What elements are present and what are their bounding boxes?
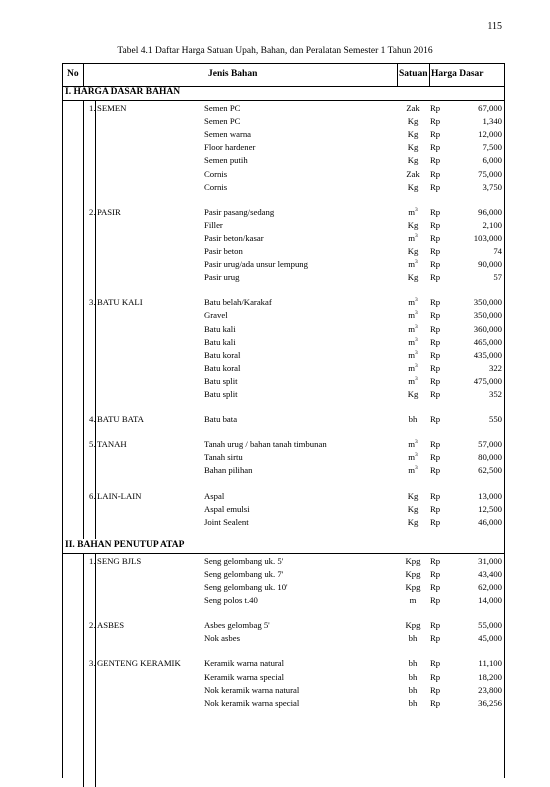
group-name: BATU KALI: [97, 297, 143, 308]
item-price: 435,000: [473, 349, 502, 360]
item-name: Seng gelombang uk. 10': [204, 582, 288, 592]
item-name: Cornis: [204, 181, 228, 192]
item-price: 75,000: [478, 168, 502, 179]
item-currency: Rp: [430, 142, 441, 153]
item-name: Batu split: [204, 389, 238, 399]
item-unit: bh: [408, 414, 418, 425]
header-divider: [83, 64, 84, 86]
column-rule: [83, 100, 84, 539]
item-price: 12,500: [478, 503, 502, 514]
item-price: 23,800: [478, 684, 502, 695]
item-price: 11,100: [478, 658, 502, 669]
item-unit: $m^3$: [408, 206, 418, 217]
table-title: Tabel 4.1 Daftar Harga Satuan Upah, Bahan, dan Peralatan Semester 1 Tahun 2016: [117, 46, 433, 56]
item-currency: Rp: [430, 310, 441, 321]
item-currency: Rp: [430, 219, 441, 230]
group-name: SENG BJLS: [97, 555, 142, 566]
item-currency: Rp: [430, 103, 441, 113]
item-price: 7,500: [482, 142, 502, 153]
item-name: Nok keramik warna natural: [204, 684, 300, 695]
item-currency: Rp: [430, 490, 441, 501]
section-title: I. HARGA DASAR BAHAN: [65, 87, 181, 97]
group-number: 2.: [89, 620, 96, 631]
item-unit: bh: [408, 671, 418, 682]
item-unit: $m^3$: [408, 362, 418, 373]
item-currency: Rp: [430, 375, 441, 386]
item-currency: Rp: [430, 516, 441, 527]
item-name: Batu belah/Karakaf: [204, 297, 272, 308]
item-name: Pasir pasang/sedang: [204, 206, 275, 217]
item-unit: Zak: [406, 103, 420, 113]
page-number: 115: [487, 21, 502, 32]
item-name: Semen putih: [204, 155, 248, 166]
item-currency: Rp: [430, 658, 441, 669]
item-name: Keramik warna natural: [204, 658, 285, 669]
item-price: 360,000: [473, 323, 502, 334]
item-name: Batu bata: [204, 414, 238, 425]
item-name: Batu kali: [204, 336, 236, 347]
item-name: Pasir urug: [204, 272, 240, 283]
item-price: 96,000: [478, 206, 502, 217]
item-unit: bh: [408, 697, 418, 708]
item-currency: Rp: [430, 297, 441, 308]
item-unit: $m^3$: [408, 323, 418, 334]
item-currency: Rp: [430, 336, 441, 347]
item-name: Cornis: [204, 168, 228, 179]
item-name: Seng gelombang uk. 7': [204, 568, 284, 579]
item-currency: Rp: [430, 439, 441, 450]
item-currency: Rp: [430, 349, 441, 360]
item-currency: Rp: [430, 620, 441, 631]
item-name: Semen PC: [204, 116, 241, 127]
item-unit: Kg: [407, 142, 419, 153]
item-name: Bahan pilihan: [204, 465, 253, 476]
item-price: 475,000: [473, 375, 502, 386]
item-unit: bh: [408, 658, 418, 669]
item-unit: $m^3$: [408, 259, 418, 270]
item-name: Pasir beton/kasar: [204, 232, 264, 243]
item-name: Batu koral: [204, 362, 241, 373]
item-currency: Rp: [430, 389, 441, 399]
item-currency: Rp: [430, 465, 441, 476]
item-price: 46,000: [478, 516, 502, 527]
header-satuan: Satuan: [399, 69, 428, 79]
item-price: 322: [488, 362, 502, 373]
item-name: Semen warna: [204, 129, 252, 140]
item-currency: Rp: [430, 168, 441, 179]
header-divider: [397, 64, 398, 86]
item-price: 43,400: [478, 568, 502, 579]
item-price: 465,000: [473, 336, 502, 347]
group-number: 2.: [89, 206, 96, 217]
item-currency: Rp: [430, 582, 441, 592]
item-unit: $m^3$: [408, 465, 418, 476]
item-name: Aspal emulsi: [204, 503, 250, 514]
item-unit: Kg: [407, 503, 419, 514]
item-currency: Rp: [430, 362, 441, 373]
section-rule: [63, 553, 504, 554]
item-unit: $m^3$: [408, 336, 418, 347]
item-unit: m: [409, 595, 417, 606]
item-unit: $m^3$: [408, 375, 418, 386]
item-price: 31,000: [478, 555, 502, 566]
item-price: 6,000: [482, 155, 502, 166]
item-name: Pasir urug/ada unsur lempung: [204, 259, 308, 270]
item-unit: Kg: [407, 116, 419, 127]
item-price: 67,000: [478, 103, 502, 113]
item-name: Joint Sealent: [204, 516, 249, 527]
group-number: 5.: [89, 439, 96, 450]
group-name: LAIN-LAIN: [97, 490, 142, 501]
item-name: Tanah sirtu: [204, 452, 243, 463]
item-currency: Rp: [430, 414, 441, 425]
item-currency: Rp: [430, 116, 441, 127]
item-name: Batu kali: [204, 323, 236, 334]
item-unit: Kg: [407, 516, 419, 527]
item-name: Keramik warna special: [204, 671, 285, 682]
group-name: GENTENG KERAMIK: [97, 658, 181, 669]
item-price: 62,500: [478, 465, 502, 476]
header-jenis-bahan: Jenis Bahan: [208, 69, 258, 79]
item-price: 13,000: [478, 490, 502, 501]
item-currency: Rp: [430, 323, 441, 334]
item-price: 62,000: [478, 582, 502, 592]
header-no: No: [67, 69, 79, 79]
item-price: 55,000: [478, 620, 502, 631]
group-name: SEMEN: [97, 103, 127, 113]
item-price: 3,750: [482, 181, 502, 192]
table-header: [63, 64, 504, 87]
item-name: Asbes gelombag 5': [204, 620, 270, 631]
group-number: 3.: [89, 297, 96, 308]
item-unit: $m^3$: [408, 439, 418, 450]
price-table: [62, 63, 505, 778]
group-name: TANAH: [97, 439, 127, 450]
group-number: 6.: [89, 490, 96, 501]
item-unit: bh: [408, 633, 418, 644]
item-currency: Rp: [430, 452, 441, 463]
item-currency: Rp: [430, 232, 441, 243]
item-name: Batu split: [204, 375, 238, 386]
item-currency: Rp: [430, 206, 441, 217]
item-name: Pasir beton: [204, 246, 243, 256]
item-price: 352: [488, 389, 502, 399]
item-name: Floor hardener: [204, 142, 256, 153]
item-currency: Rp: [430, 684, 441, 695]
item-name: Filler: [204, 219, 223, 230]
item-price: 18,200: [478, 671, 502, 682]
item-unit: $m^3$: [408, 297, 418, 308]
item-price: 74: [493, 246, 502, 256]
item-name: Gravel: [204, 310, 228, 321]
item-unit: Kg: [407, 129, 419, 140]
item-price: 14,000: [478, 595, 502, 606]
item-name: Tanah urug / bahan tanah timbunan: [204, 439, 327, 450]
item-name: Seng gelombang uk. 5': [204, 555, 284, 566]
item-unit: $m^3$: [408, 310, 418, 321]
item-currency: Rp: [430, 555, 441, 566]
header-harga-dasar: Harga Dasar: [431, 69, 484, 79]
item-price: 2,100: [482, 219, 502, 230]
item-unit: Kg: [407, 219, 419, 230]
item-price: 57: [493, 272, 502, 283]
item-currency: Rp: [430, 568, 441, 579]
column-rule: [83, 553, 84, 720]
item-name: Aspal: [204, 490, 225, 501]
item-name: Nok asbes: [204, 633, 240, 644]
column-rule: [95, 100, 96, 539]
item-name: Nok keramik warna special: [204, 697, 300, 708]
item-price: 1,340: [482, 116, 502, 127]
group-name: ASBES: [97, 620, 125, 631]
item-price: 12,000: [478, 129, 502, 140]
group-number: 1.: [89, 103, 96, 113]
item-currency: Rp: [430, 259, 441, 270]
item-unit: Zak: [406, 168, 420, 179]
column-rule: [95, 553, 96, 720]
item-unit: Kg: [407, 490, 419, 501]
item-currency: Rp: [430, 272, 441, 283]
item-currency: Rp: [430, 671, 441, 682]
item-currency: Rp: [430, 503, 441, 514]
group-name: BATU BATA: [97, 414, 144, 425]
group-number: 4.: [89, 414, 96, 425]
item-unit: Kg: [407, 389, 419, 399]
item-price: 36,256: [478, 697, 502, 708]
item-unit: Kpg: [405, 568, 421, 579]
group-name: PASIR: [97, 206, 121, 217]
item-unit: $m^3$: [408, 349, 418, 360]
item-currency: Rp: [430, 595, 441, 606]
item-price: 45,000: [478, 633, 502, 644]
item-price: 350,000: [473, 310, 502, 321]
item-name: Seng polos t.40: [204, 595, 258, 606]
item-price: 350,000: [473, 297, 502, 308]
item-name: Semen PC: [204, 103, 241, 113]
item-currency: Rp: [430, 129, 441, 140]
item-unit: bh: [408, 684, 418, 695]
item-unit: Kg: [407, 246, 419, 256]
item-unit: Kpg: [405, 620, 421, 631]
item-unit: Kpg: [405, 555, 421, 566]
item-unit: Kg: [407, 155, 419, 166]
item-price: 90,000: [478, 259, 502, 270]
item-currency: Rp: [430, 697, 441, 708]
item-unit: Kg: [407, 181, 419, 192]
group-number: 3.: [89, 658, 96, 669]
group-number: 1.: [89, 555, 96, 566]
section-rule: [63, 100, 504, 101]
item-currency: Rp: [430, 246, 441, 256]
item-price: 550: [488, 414, 502, 425]
item-unit: $m^3$: [408, 232, 418, 243]
item-unit: $m^3$: [408, 452, 418, 463]
item-price: 103,000: [473, 232, 502, 243]
section-title: II. BAHAN PENUTUP ATAP: [65, 539, 185, 550]
item-name: Batu koral: [204, 349, 241, 360]
header-divider: [429, 64, 430, 86]
item-currency: Rp: [430, 155, 441, 166]
item-price: 80,000: [478, 452, 502, 463]
item-currency: Rp: [430, 181, 441, 192]
item-currency: Rp: [430, 633, 441, 644]
item-price: 57,000: [478, 439, 502, 450]
item-unit: Kpg: [405, 582, 421, 592]
item-unit: Kg: [407, 272, 419, 283]
